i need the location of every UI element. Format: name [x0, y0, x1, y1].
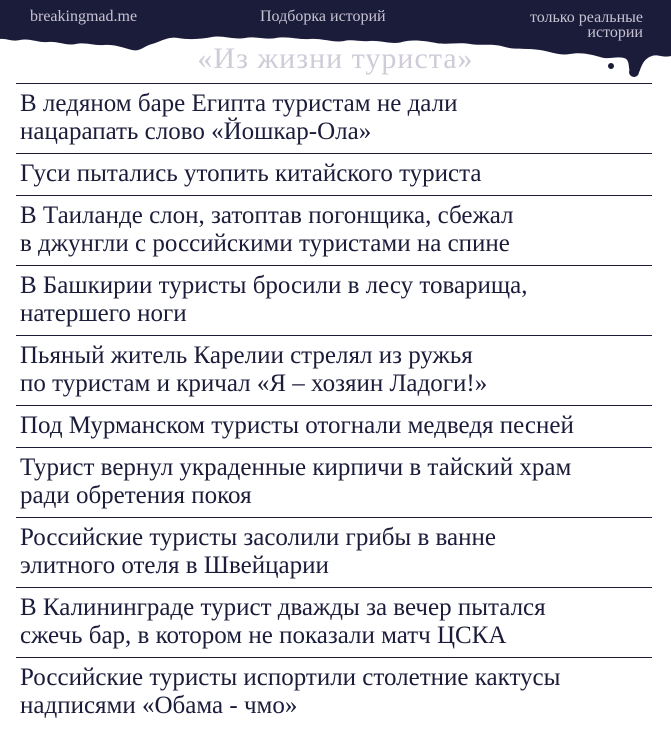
- story-item[interactable]: Пьяный житель Карелии стрелял из ружья по туристам и кричал «Я – хозяин Ладоги!»: [16, 335, 652, 405]
- story-item[interactable]: В Башкирии туристы бросили в лесу товарища, натершего ноги: [16, 265, 652, 335]
- story-item[interactable]: Гуси пытались утопить китайского туриста: [16, 153, 652, 195]
- story-item[interactable]: В Таиланде слон, затоптав погонщика, сбежал в джунгли с российскими туристами на спине: [16, 195, 652, 265]
- story-list: [16, 83, 652, 727]
- story-item[interactable]: Турист вернул украденные кирпичи в тайский храм ради обретения покоя: [16, 447, 652, 517]
- tagline: только реальные истории: [529, 9, 643, 41]
- section-label[interactable]: Подборка историй: [260, 8, 386, 25]
- story-item[interactable]: Под Мурманском туристы отогнали медведя песней: [16, 405, 652, 447]
- story-item[interactable]: В Калининграде турист дважды за вечер пытался сжечь бар, в котором не показали матч ЦСКА: [16, 587, 652, 657]
- story-item[interactable]: В ледяном баре Египта туристам не дали нацарапать слово «Йошкар-Ола»: [16, 83, 652, 153]
- story-item[interactable]: Российские туристы испортили столетние кактусы надписями «Обама - чмо»: [16, 657, 652, 727]
- site-name[interactable]: breakingmad.me: [30, 8, 138, 25]
- page-title: «Из жизни туриста»: [197, 42, 474, 75]
- story-item[interactable]: Российские туристы засолили грибы в ванне элитного отеля в Швейцарии: [16, 517, 652, 587]
